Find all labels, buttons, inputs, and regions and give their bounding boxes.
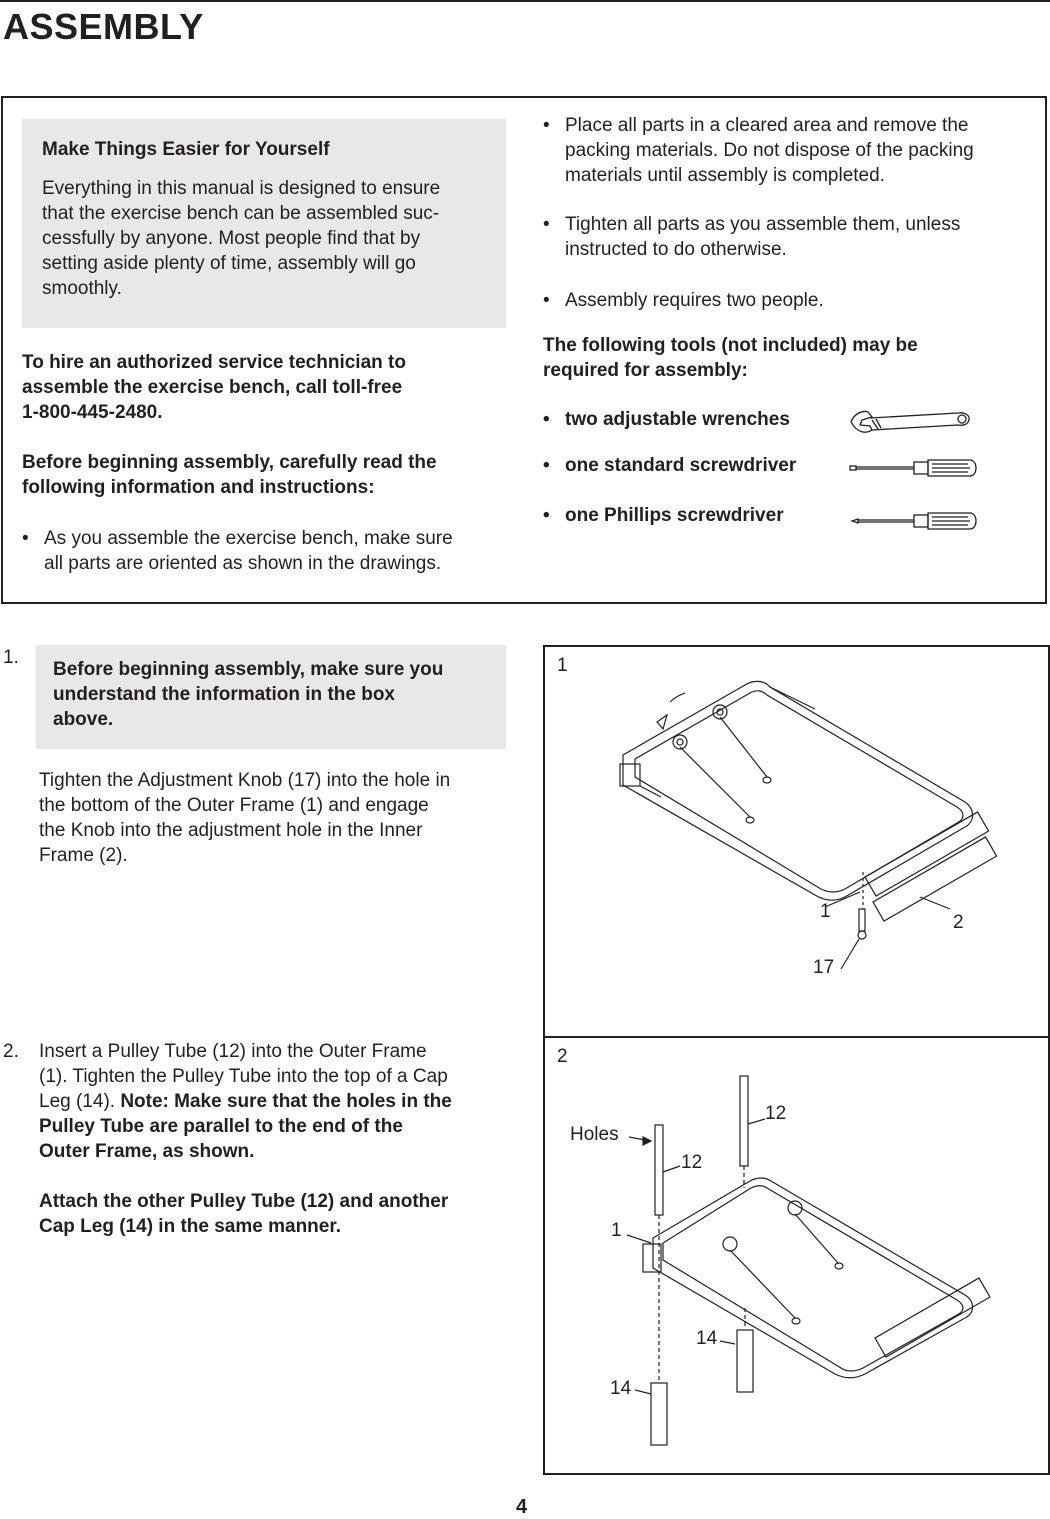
bullet-dot: •: [22, 528, 29, 549]
figure-number: 1: [557, 655, 568, 676]
standard-screwdriver-icon: [848, 457, 980, 479]
bullet-dot: •: [543, 115, 550, 136]
tool-item: [543, 407, 843, 432]
bullet-line: materials until assembly is completed.: [565, 165, 885, 186]
adjustable-wrench-icon: [848, 408, 973, 440]
phillips-screwdriver-icon: [850, 510, 982, 532]
callout-outer-frame: 1: [820, 901, 831, 922]
callout-cap-leg-middle: 14: [696, 1328, 718, 1349]
bullet-dot: •: [543, 409, 550, 430]
step-body-line: Tighten the Adjustment Knob (17) into the hole in: [39, 770, 451, 791]
page-number: 4: [516, 1496, 528, 1518]
bullet-line: Place all parts in a cleared area and remove the: [565, 115, 969, 136]
bullet-dot: •: [543, 455, 550, 476]
service-line: assemble the exercise bench, call toll-free: [22, 377, 403, 398]
callout-holes: Holes: [570, 1124, 619, 1145]
tool-label: one standard screwdriver: [565, 455, 797, 476]
step-body-line: the Knob into the adjustment hole in the Inner: [39, 820, 423, 841]
callout-outer-frame: 1: [611, 1220, 622, 1241]
service-phone: 1-800-445-2480.: [22, 402, 163, 423]
bullet-dot: •: [543, 214, 550, 235]
tip-line: smoothly.: [42, 278, 122, 299]
tools-heading: required for assembly:: [543, 360, 748, 381]
tool-item: [543, 503, 843, 528]
step-note-line: Outer Frame, as shown.: [39, 1141, 255, 1162]
info-bullet: [22, 526, 512, 576]
info-bullet: [543, 288, 1033, 313]
service-line: To hire an authorized service technician to: [22, 352, 406, 373]
callout-pulley-tube-left: 12: [681, 1152, 703, 1173]
step-body-text: Leg (14).: [39, 1091, 121, 1112]
step-extra-line: Cap Leg (14) in the same manner.: [39, 1216, 341, 1237]
page-title: ASSEMBLY: [3, 6, 204, 47]
callout-pulley-tube-right: 12: [765, 1103, 787, 1124]
bullet-line: instructed to do otherwise.: [565, 239, 787, 260]
callout-adjustment-knob: 17: [813, 957, 835, 978]
bullet-line: packing materials. Do not dispose of the packing: [565, 140, 974, 161]
step-note-text: Note: Make sure that the holes in the: [120, 1091, 452, 1112]
step-note-line: Before beginning assembly, make sure you: [53, 659, 444, 680]
step-number: 1.: [3, 647, 19, 668]
figure-1: [543, 645, 1050, 1038]
step-body-line: Insert a Pulley Tube (12) into the Outer Frame: [39, 1041, 427, 1062]
tools-heading: The following tools (not included) may be: [543, 335, 918, 356]
bullet-line: Tighten all parts as you assemble them, unless: [565, 214, 961, 235]
info-bullet: [543, 212, 1033, 262]
step-extra-line: Attach the other Pulley Tube (12) and another: [39, 1191, 449, 1212]
figure-number: 2: [557, 1046, 568, 1067]
tool-label: one Phillips screwdriver: [565, 505, 784, 526]
tool-item: [543, 453, 843, 478]
step-number: 2.: [3, 1041, 19, 1062]
tip-heading: Make Things Easier for Yourself: [42, 139, 330, 160]
before-line: Before beginning assembly, carefully read the: [22, 452, 437, 473]
step-body-line: the bottom of the Outer Frame (1) and engage: [39, 795, 429, 816]
bullet-line: all parts are oriented as shown in the drawings.: [44, 553, 442, 574]
callout-inner-frame: 2: [953, 912, 964, 933]
tip-line: that the exercise bench can be assembled suc-: [42, 203, 440, 224]
tip-line: setting aside plenty of time, assembly will go: [42, 253, 416, 274]
bullet-dot: •: [543, 505, 550, 526]
bench-frame-drawing: [545, 647, 1050, 1038]
top-rule: [0, 0, 1050, 2]
tip-line: cessfully by anyone. Most people find that by: [42, 228, 421, 249]
bullet-dot: •: [543, 290, 550, 311]
step-note-line: above.: [53, 709, 114, 730]
bullet-line: Assembly requires two people.: [565, 290, 824, 311]
step-body-line: [39, 1089, 452, 1114]
step-note-line: Pulley Tube are parallel to the end of the: [39, 1116, 403, 1137]
tool-label: two adjustable wrenches: [565, 409, 790, 430]
step-body-line: (1). Tighten the Pulley Tube into the top of a Cap: [39, 1066, 448, 1087]
step-body-line: Frame (2).: [39, 845, 128, 866]
figure-2: [543, 1036, 1050, 1475]
pulley-tube-drawing: [545, 1038, 1050, 1475]
tip-line: Everything in this manual is designed to ensure: [42, 178, 441, 199]
before-line: following information and instructions:: [22, 477, 375, 498]
callout-cap-leg-left: 14: [610, 1378, 632, 1399]
bullet-line: As you assemble the exercise bench, make sure: [44, 528, 453, 549]
info-bullet: [543, 113, 1033, 188]
step-note-line: understand the information in the box: [53, 684, 395, 705]
